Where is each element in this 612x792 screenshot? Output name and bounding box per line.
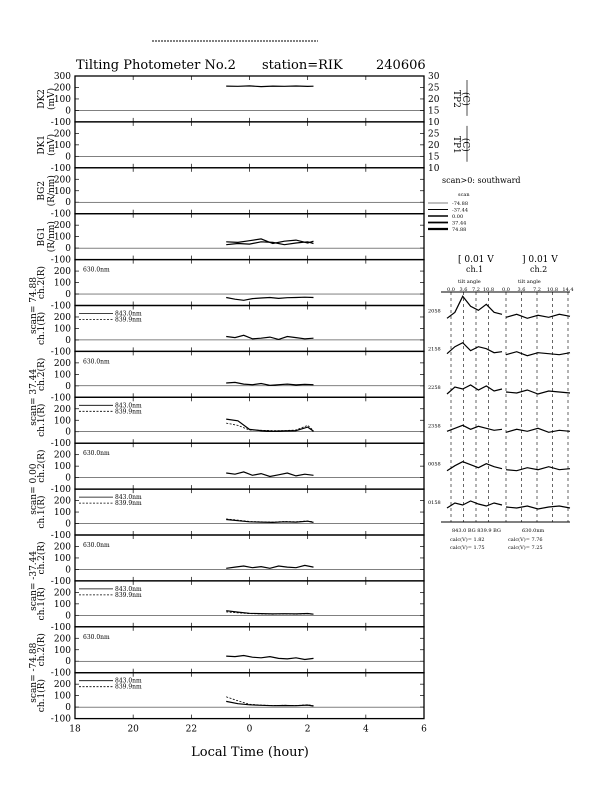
y-tick-label: 100 xyxy=(53,94,71,105)
y-tick-label: -100 xyxy=(50,117,71,128)
y-tick-label: 100 xyxy=(53,462,71,473)
y-tick-label: 0 xyxy=(65,565,71,576)
y-tick-label: -100 xyxy=(50,485,71,496)
temp-tick-label: 15 xyxy=(428,106,440,117)
scan-group-text: scan= 37.44 xyxy=(29,368,39,426)
bg1-label xyxy=(37,221,57,252)
legend-dashed-label: 839.9nm xyxy=(115,591,142,599)
panel-frame xyxy=(75,535,424,581)
y-tick-label: 100 xyxy=(53,324,71,335)
y-tick-label: 0 xyxy=(65,106,71,117)
y-tick-label: 100 xyxy=(53,691,71,702)
ch1-axis-label-text: ch.1(R) xyxy=(37,587,47,621)
series-line-0.00-ch2 xyxy=(226,472,313,477)
tilt-tick-ch1: 3.6 xyxy=(459,287,468,293)
legend-dashed-label: 839.9nm xyxy=(115,408,142,416)
tilt-tick-ch2: 14.4 xyxy=(562,287,574,293)
y-tick-label: -100 xyxy=(50,163,71,174)
ch2-scale-label: ] 0.01 V xyxy=(522,255,558,265)
ch1-axis-label-text: ch.1(R) xyxy=(37,311,47,346)
x-tick-label: 2 xyxy=(304,724,311,735)
ch2-axis-label xyxy=(36,633,47,666)
ch2-axis-label-text: ch.2(R) xyxy=(37,541,47,575)
tilt-tick-ch2: 3.6 xyxy=(517,287,526,293)
panel-frame xyxy=(75,76,424,122)
y-tick-label: 200 xyxy=(53,634,71,645)
y-tick-label: 100 xyxy=(53,370,71,381)
temp-tick-label: 20 xyxy=(428,94,440,105)
dk2-label xyxy=(37,88,57,110)
scan-time-label: 0158 xyxy=(428,500,441,506)
scan-legend-header: scan xyxy=(458,192,470,198)
panel-labels xyxy=(29,72,471,735)
tilt-trace-ch2 xyxy=(506,352,570,356)
panel-frame xyxy=(75,122,424,168)
bg2-label-text: (R/nm) xyxy=(47,175,57,207)
y-tick-label: 100 xyxy=(53,278,71,289)
ch2-wavelength-annotation: 630.0nm xyxy=(83,266,110,274)
bg1-label-text: (R/nm) xyxy=(47,221,57,253)
x-tick-label: 18 xyxy=(69,724,81,735)
tilt-tick-ch1: 10.8 xyxy=(482,287,495,293)
temp-axis-label xyxy=(451,136,471,154)
panel-frame xyxy=(75,214,424,260)
scan-time-label: 2258 xyxy=(428,385,441,391)
ch2-label: ch.2 xyxy=(530,265,548,274)
ch1-axis-label xyxy=(36,404,47,437)
scan-time-label: 2058 xyxy=(428,308,441,315)
bg1-label-text: BG1 xyxy=(37,226,47,247)
tilt-label-ch1: tilt angle xyxy=(458,279,481,285)
tilt-trace-ch2 xyxy=(506,467,570,471)
series-line--74.88-ch2 xyxy=(226,656,313,660)
x-tick-label: 6 xyxy=(421,724,427,735)
temp-tick-label: 25 xyxy=(428,83,440,94)
y-tick-label: 200 xyxy=(53,680,71,691)
ch2-axis-label-text: ch.2(R) xyxy=(37,449,47,483)
y-tick-label: 200 xyxy=(53,129,71,140)
y-tick-label: 200 xyxy=(53,83,71,94)
x-tick-label: 22 xyxy=(185,724,198,735)
temp-axis-unit: (C) xyxy=(460,91,470,106)
y-tick-label: -100 xyxy=(50,439,71,450)
ch2-wavelength-annotation: 630.0nm xyxy=(83,358,110,366)
y-tick-label: 0 xyxy=(65,198,71,209)
y-tick-label: 0 xyxy=(65,335,71,346)
y-tick-label: 100 xyxy=(53,599,71,610)
dk1-label-text: (mV) xyxy=(47,133,57,156)
ch1-scale-label: [ 0.01 V xyxy=(458,255,494,265)
panel-frame xyxy=(75,351,424,397)
series-line-74.88-ch1 xyxy=(226,335,313,339)
ch1-axis-label xyxy=(36,312,47,345)
temp-axis-name: TP2 xyxy=(451,90,461,108)
y-tick-label: 0 xyxy=(65,427,71,438)
tilt-scan-panel xyxy=(428,287,574,522)
panel-frame xyxy=(75,443,424,489)
tilt-trace-ch1 xyxy=(447,385,502,394)
series-line-74.88-ch2 xyxy=(226,297,313,300)
ch2-axis-label xyxy=(36,450,47,483)
scan-group-text: scan= 74.88 xyxy=(29,277,39,334)
bottom-ch2-label: 630.0nm xyxy=(522,528,545,534)
legend-solid-label: 843.0nm xyxy=(115,677,142,685)
legend-solid-label: 843.0nm xyxy=(115,310,142,318)
y-tick-label: -100 xyxy=(50,576,71,587)
bottom-ch1-label: 843.0 BG 839.9 BG xyxy=(452,528,501,534)
tilt-trace-ch2 xyxy=(506,314,570,318)
dk2-label-text: DK2 xyxy=(37,89,47,109)
figure-title: Tilting Photometer No.2 xyxy=(76,58,236,73)
y-tick-label: 100 xyxy=(53,140,71,151)
tilt-label-ch2: tilt angle xyxy=(518,279,541,285)
y-tick-label: 200 xyxy=(53,404,71,415)
scan-group-text: scan= -37.44 xyxy=(29,550,39,611)
dk1-label xyxy=(37,134,57,156)
tilt-tick-ch1: 7.2 xyxy=(472,287,480,293)
y-tick-label: 200 xyxy=(53,312,71,323)
scan-group-text: scan= 0.00 xyxy=(29,463,39,515)
ch2-axis-label xyxy=(36,541,47,574)
y-tick-label: 100 xyxy=(53,645,71,656)
y-tick-label: 0 xyxy=(65,290,71,301)
y-tick-label: 200 xyxy=(53,175,71,186)
tilt-tick-ch2: 10.8 xyxy=(546,287,559,293)
y-tick-label: 0 xyxy=(65,657,71,668)
scan-time-label: 2158 xyxy=(428,346,441,353)
tilt-trace-ch1 xyxy=(447,425,502,431)
series-line-DK2 xyxy=(226,86,313,87)
scan-legend-label: -37.44 xyxy=(452,207,469,214)
dk1-label-text: DK1 xyxy=(37,135,47,155)
ch2-axis-label xyxy=(36,266,47,299)
x-axis-label: Local Time (hour) xyxy=(191,745,309,760)
ch2-axis-label-text: ch.2(R) xyxy=(37,633,47,667)
y-tick-label: 200 xyxy=(53,542,71,553)
x-tick-label: 0 xyxy=(246,724,253,735)
dk2-label-text: (mV) xyxy=(47,87,57,110)
station-label: station=RIK xyxy=(262,58,343,73)
y-tick-label: 100 xyxy=(53,508,71,519)
x-tick-label: 20 xyxy=(127,724,139,735)
panel-frame xyxy=(75,627,424,673)
y-tick-label: -100 xyxy=(50,668,71,679)
y-tick-label: 0 xyxy=(65,519,71,530)
y-tick-label: 0 xyxy=(65,381,71,392)
calc-ch2-b: calc(V)= 7.25 xyxy=(508,545,543,551)
y-tick-label: 200 xyxy=(53,267,71,278)
tilt-trace-ch2 xyxy=(506,506,570,509)
series-line-37.44-ch2 xyxy=(226,382,313,385)
calc-ch2-a: calc(V)= 7.76 xyxy=(508,537,543,543)
x-tick-label: 4 xyxy=(362,724,369,735)
series-line-37.44-ch1 xyxy=(226,419,313,431)
y-tick-label: -100 xyxy=(50,255,71,266)
y-tick-label: 0 xyxy=(65,703,71,714)
y-tick-label: -100 xyxy=(50,347,71,358)
scan-legend-label: 37.44 xyxy=(452,220,467,227)
calc-ch1-b: calc(V)= 1.75 xyxy=(450,545,485,551)
y-tick-label: -100 xyxy=(50,531,71,541)
ch1-axis-label-text: ch.1(R) xyxy=(37,679,47,713)
panel-frame xyxy=(75,168,424,214)
legend-solid-label: 843.0nm xyxy=(115,494,142,502)
tilt-trace-ch1 xyxy=(447,343,502,354)
legend-solid-label: 843.0nm xyxy=(115,585,142,593)
bg2-label-text: BG2 xyxy=(37,180,47,201)
scan-time-label: 2358 xyxy=(428,423,441,430)
ch2-wavelength-annotation: 630.0nm xyxy=(83,542,110,549)
y-tick-label: 200 xyxy=(53,588,71,599)
y-tick-label: -100 xyxy=(50,209,71,220)
temp-tick-label: 10 xyxy=(428,117,440,128)
ch1-axis-label-text: ch.1(R) xyxy=(37,495,47,529)
y-tick-label: 300 xyxy=(53,72,71,82)
ch1-axis-label xyxy=(36,587,47,620)
temp-tick-label: 15 xyxy=(428,152,440,163)
y-tick-label: 100 xyxy=(53,553,71,564)
time-series-panels xyxy=(75,76,467,719)
temp-axis-unit: (C) xyxy=(460,137,470,152)
temp-tick-label: 30 xyxy=(428,72,440,82)
tilt-trace-ch1 xyxy=(447,296,502,318)
temp-tick-label: 25 xyxy=(428,129,440,140)
tilt-trace-ch2 xyxy=(506,390,570,394)
y-tick-label: 200 xyxy=(53,496,71,507)
tilt-tick-ch2: 0.0 xyxy=(502,287,510,293)
tilt-trace-ch1 xyxy=(447,462,502,471)
y-tick-label: 200 xyxy=(53,221,71,232)
y-tick-label: 100 xyxy=(53,186,71,197)
scan-time-label: 0058 xyxy=(428,461,441,468)
ch2-wavelength-annotation: 630.0nm xyxy=(83,450,110,458)
calc-ch1-a: calc(V)= 1.82 xyxy=(450,537,485,543)
temp-tick-label: 20 xyxy=(428,140,440,151)
y-tick-label: 200 xyxy=(53,358,71,369)
y-tick-label: 100 xyxy=(53,232,71,243)
date-label: 240606 xyxy=(376,58,426,73)
y-tick-label: 0 xyxy=(65,473,71,484)
ch1-label: ch.1 xyxy=(466,265,484,274)
ch2-wavelength-annotation: 630.0nm xyxy=(83,633,110,641)
ch2-axis-label-text: ch.2(R) xyxy=(37,357,47,391)
y-tick-label: -100 xyxy=(50,714,71,725)
tilt-tick-ch2: 7.2 xyxy=(533,287,541,293)
legend-solid-label: 843.0nm xyxy=(115,402,142,410)
ch2-axis-label xyxy=(36,358,47,391)
scan-legend xyxy=(428,201,468,233)
legend-dashed-label: 839.9nm xyxy=(115,500,142,508)
y-tick-label: 200 xyxy=(53,450,71,461)
temp-axis-label xyxy=(451,90,471,108)
ch1-axis-label xyxy=(36,495,47,528)
ch1-axis-label xyxy=(36,679,47,712)
y-tick-label: 0 xyxy=(65,244,71,255)
scan-legend-label: 0.00 xyxy=(452,214,464,220)
tilt-trace-ch1 xyxy=(447,501,502,508)
y-tick-label: -100 xyxy=(50,301,71,312)
scan-legend-title: scan>0: southward xyxy=(442,176,521,185)
temp-axis-name: TP1 xyxy=(451,135,461,154)
series-line--37.44-ch2 xyxy=(226,565,313,568)
tilt-trace-ch2 xyxy=(506,428,570,432)
ch1-axis-label-text: ch.1(R) xyxy=(37,403,47,437)
bg2-label xyxy=(37,175,57,206)
tilt-tick-ch1: 0.0 xyxy=(447,287,455,293)
y-tick-label: -100 xyxy=(50,622,71,633)
legend-dashed-label: 839.9nm xyxy=(115,683,142,691)
scan-legend-label: -74.88 xyxy=(452,201,469,207)
legend-dashed-label: 839.9nm xyxy=(115,316,142,324)
scan-legend-label: 74.88 xyxy=(452,227,467,233)
y-tick-label: 0 xyxy=(65,611,71,622)
y-tick-label: -100 xyxy=(50,393,71,404)
y-tick-label: 0 xyxy=(65,152,71,163)
temp-tick-label: 10 xyxy=(428,163,440,174)
ch2-axis-label-text: ch.2(R) xyxy=(37,265,47,300)
y-tick-label: 100 xyxy=(53,416,71,427)
scan-group-text: scan= -74.88 xyxy=(29,642,39,703)
